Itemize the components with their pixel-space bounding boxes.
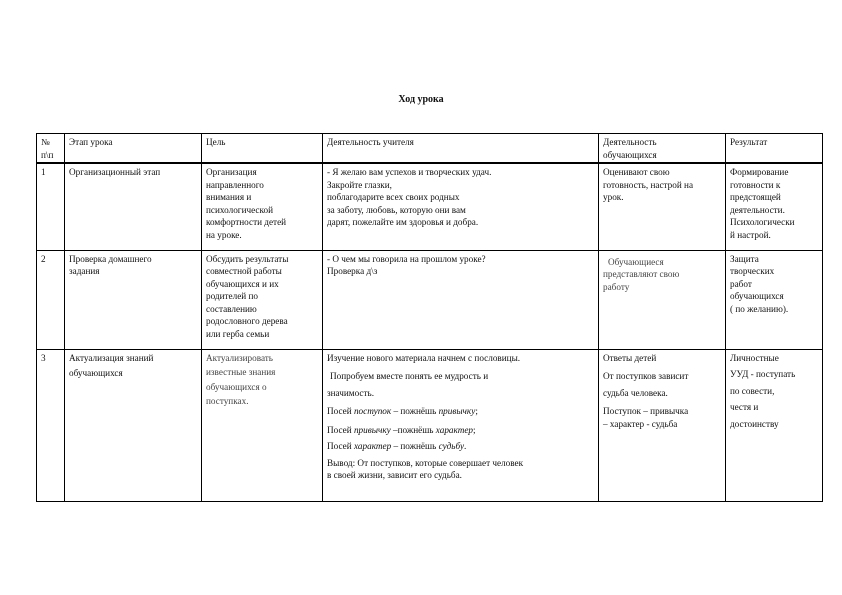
lesson-plan-table (36, 133, 823, 502)
result-cell: Формирование готовности к предстоящей деятельности. Психологически й настрой. (726, 163, 823, 250)
goal-cell: Актуализировать известные знания обучающихся о поступках. (202, 349, 323, 501)
teacher-activity-cell: - Я желаю вам успехов и творческих удач. Закройте глазки, поблагодарите всех своих родных за заботу, любовь, которую они вам дарят, пожелайте им здоровья и добра. (323, 163, 599, 250)
row-number: 3 (37, 349, 65, 501)
header-stage: Этап урока (65, 134, 202, 164)
teacher-activity-cell: Изучение нового материала начнем с пословицы. Попробуем вместе понять ее мудрость и значимость. Посей поступок – пожнёшь привычку; Посей привычку –пожнёшь характер; Посей характер – пожнёшь судьбу. Вывод: От поступков, которые совершает человек в своей жизни, зависит его судьба. (323, 349, 599, 501)
teacher-activity-cell: - О чем мы говорила на прошлом уроке? Проверка д\з (323, 250, 599, 349)
table-header-row (37, 134, 823, 164)
goal-cell: Организация направленного внимания и психологической комфортности детей на уроке. (202, 163, 323, 250)
row-number: 1 (37, 163, 65, 250)
student-activity-cell: Оценивают свою готовность, настрой на урок. (599, 163, 726, 250)
student-activity-cell: Ответы детей От поступков зависит судьба человека. Поступок – привычка – характер - судьба (599, 349, 726, 501)
header-result: Результат (726, 134, 823, 164)
proverb-line: Посей поступок – пожнёшь привычку; (327, 406, 478, 416)
result-cell: Защита творческих работ обучающихся ( по желанию). (726, 250, 823, 349)
stage-cell: Организационный этап (65, 163, 202, 250)
header-goal: Цель (202, 134, 323, 164)
proverb-line: Посей характер – пожнёшь судьбу. (327, 441, 467, 451)
table-row (37, 250, 823, 349)
table-row (37, 349, 823, 501)
page-title: Ход урока (398, 94, 444, 105)
header-number: № п\п (37, 134, 65, 164)
table-row (37, 163, 823, 250)
stage-cell: Проверка домашнего задания (65, 250, 202, 349)
row-number: 2 (37, 250, 65, 349)
proverb-line: Посей привычку –пожнёшь характер; (327, 424, 476, 435)
result-cell: Личностные УУД - поступать по совести, честя и достоинству (726, 349, 823, 501)
header-student-activity: Деятельность обучающихся (599, 134, 726, 164)
goal-cell: Обсудить результаты совместной работы обучающихся и их родителей по составлению родословного дерева или герба семьи (202, 250, 323, 349)
stage-cell: Актуализация знаний обучающихся (65, 349, 202, 501)
student-activity-cell: Обучающиеся представляют свою работу (599, 250, 726, 349)
header-teacher-activity: Деятельность учителя (323, 134, 599, 164)
